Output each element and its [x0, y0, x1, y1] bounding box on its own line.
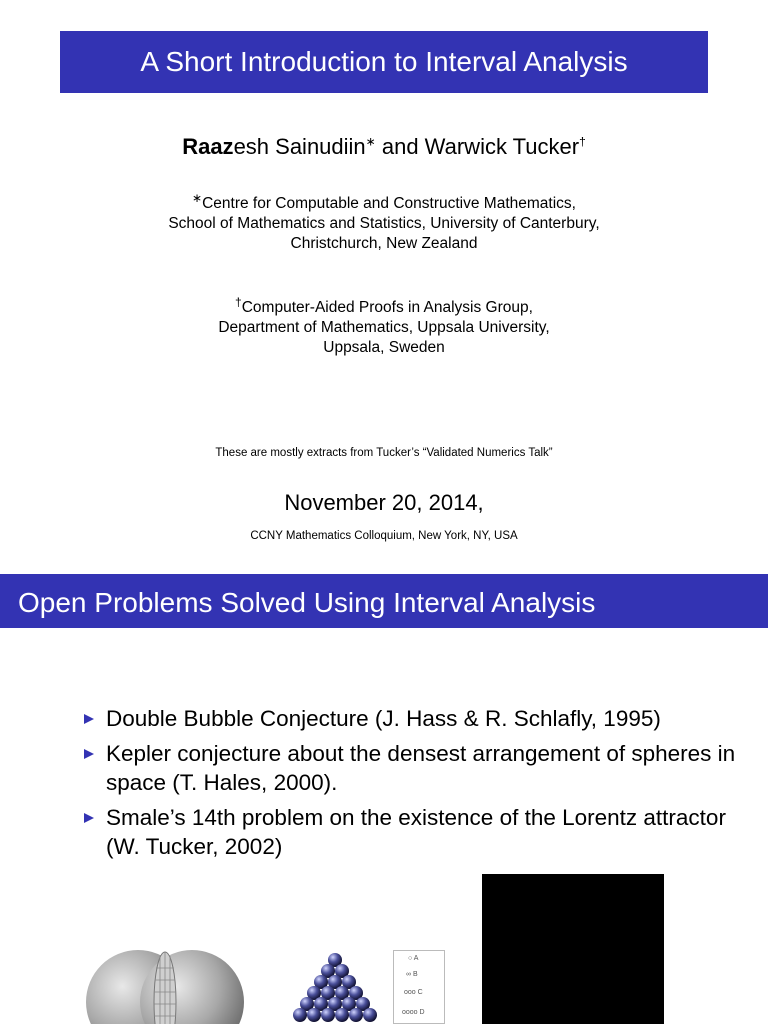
kepler-row: ooo C: [404, 989, 423, 996]
slide2-title: Open Problems Solved Using Interval Analysis: [0, 574, 768, 628]
list-item-text: Kepler conjecture about the densest arrangement of spheres in space (T. Hales, 2000).: [106, 741, 736, 795]
author-line: [0, 134, 768, 160]
affiliation2-line: Computer-Aided Proofs in Analysis Group,: [241, 299, 533, 317]
kepler-row: oooo D: [402, 1009, 425, 1016]
sphere-pyramid-image: [285, 952, 385, 1024]
affiliation1-mark: ∗: [192, 191, 203, 205]
list-item: [80, 704, 740, 733]
author2-name: Warwick Tucker: [424, 134, 580, 159]
double-bubble-image: [76, 928, 256, 1024]
kepler-row: ∞ B: [406, 971, 418, 978]
affiliation1-line: School of Mathematics and Statistics, University of Canterbury,: [168, 215, 600, 233]
kepler-label: A: [413, 955, 419, 962]
affiliation2-mark: †: [235, 295, 242, 309]
bullet-arrow-icon: [84, 749, 94, 759]
affiliation1-line: Centre for Computable and Constructive Mathematics,: [202, 195, 576, 213]
bullet-arrow-icon: [84, 813, 94, 823]
kepler-label: B: [412, 971, 418, 978]
affiliation2-line: Uppsala, Sweden: [323, 339, 445, 357]
author-and: and: [375, 134, 425, 159]
affiliation-uppsala: [0, 292, 768, 358]
lorenz-attractor-image: [482, 874, 664, 1024]
author1-mark: ∗: [365, 134, 376, 149]
talk-date: November 20, 2014,: [284, 490, 484, 515]
list-item: [80, 739, 740, 797]
slide-title: A Short Introduction to Interval Analysis: [140, 46, 628, 77]
kepler-diagram-image: [393, 950, 445, 1024]
author1-bold-part: Raaz: [182, 134, 234, 159]
author2-mark: †: [579, 134, 586, 149]
list-item: [80, 803, 740, 861]
affiliation2-line: Department of Mathematics, Uppsala University,: [218, 319, 550, 337]
author1-rest: esh Sainudiin: [233, 134, 366, 159]
talk-venue: CCNY Mathematics Colloquium, New York, NY, USA: [250, 530, 518, 542]
list-item-text: Smale’s 14th problem on the existence of the Lorentz attractor (W. Tucker, 2002): [106, 805, 726, 859]
bullet-arrow-icon: [84, 714, 94, 724]
affiliation-canterbury: [0, 188, 768, 254]
kepler-label: D: [419, 1009, 425, 1016]
kepler-row: ○ A: [408, 955, 419, 962]
source-note: These are mostly extracts from Tucker’s “Validated Numerics Talk”: [215, 447, 553, 459]
affiliation1-line: Christchurch, New Zealand: [290, 235, 478, 253]
kepler-label: C: [417, 989, 423, 996]
list-item-text: Double Bubble Conjecture (J. Hass & R. Schlafly, 1995): [106, 706, 661, 731]
open-problems-slide: [0, 574, 768, 1024]
problem-list: [80, 704, 740, 867]
slide-title-bar: [60, 31, 708, 93]
